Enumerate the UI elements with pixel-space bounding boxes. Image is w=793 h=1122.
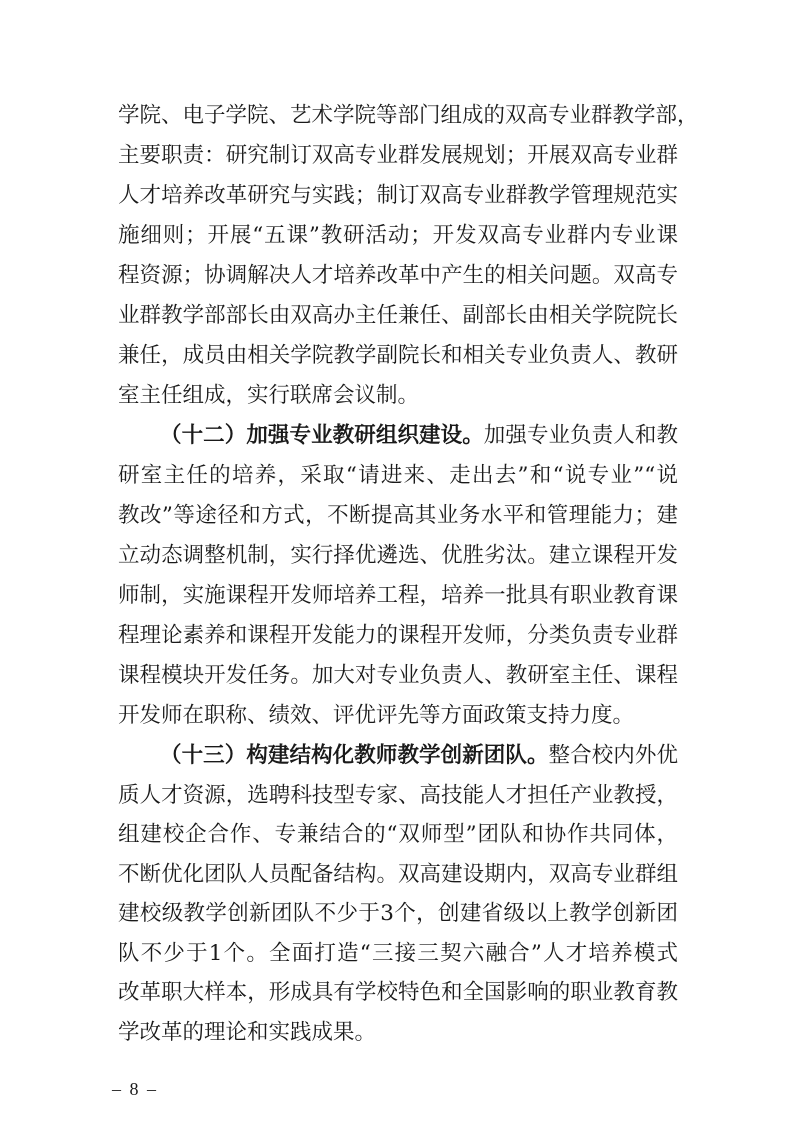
text-span: 加强专业负责人和教 — [483, 423, 678, 448]
paragraph-first-line — [160, 416, 678, 456]
text-line: 施细则；开展“五课”教研活动；开发双高专业群内专业课 — [118, 223, 678, 248]
section-heading-12: （十二）加强专业教研组织建设。 — [160, 423, 484, 448]
text-line: 主要职责：研究制订双高专业群发展规划；开展双高专业群 — [118, 143, 678, 168]
text-line: 室主任组成，实行联席会议制。 — [118, 383, 420, 408]
page-number: – 8 – — [112, 1079, 158, 1099]
text-span: 整合校内外优 — [548, 743, 678, 768]
section-heading-13: （十三）构建结构化教师教学创新团队。 — [160, 743, 549, 768]
text-line: 立动态调整机制，实行择优遴选、优胜劣汰。建立课程开发 — [118, 543, 678, 568]
text-line: 业群教学部部长由双高办主任兼任、副部长由相关学院院长 — [118, 303, 678, 328]
text-line: 学改革的理论和实践成果。 — [118, 1019, 377, 1045]
text-line: 师制，实施课程开发师培养工程，培养一批具有职业教育课 — [118, 583, 678, 608]
text-line: 人才培养改革研究与实践；制订双高专业群教学管理规范实 — [118, 183, 678, 208]
paragraph-first-line — [160, 736, 678, 776]
text-line: 开发师在职称、绩效、评优评先等方面政策支持力度。 — [118, 703, 635, 728]
text-line: 教改”等途径和方式，不断提高其业务水平和管理能力；建 — [118, 503, 678, 528]
text-line: 程理论素养和课程开发能力的课程开发师，分类负责专业群 — [118, 623, 678, 648]
text-line: 研室主任的培养，采取“请进来、走出去”和“说专业”“说 — [118, 463, 678, 488]
text-line: 建校级教学创新团队不少于3个，创建省级以上教学创新团 — [118, 901, 678, 926]
text-line: 不断优化团队人员配备结构。双高建设期内，双高专业群组 — [118, 861, 678, 887]
text-line: 兼任，成员由相关学院教学副院长和相关专业负责人、教研 — [118, 343, 678, 368]
text-line: 队不少于1个。全面打造“三接三契六融合”人才培养模式 — [118, 940, 678, 966]
text-line: 质人才资源，选聘科技型专家、高技能人才担任产业教授， — [118, 782, 678, 808]
text-line: 改革职大样本，形成具有学校特色和全国影响的职业教育教 — [118, 980, 678, 1005]
text-line: 课程模块开发任务。加大对专业负责人、教研室主任、课程 — [118, 663, 678, 688]
text-line: 程资源；协调解决人才培养改革中产生的相关问题。双高专 — [118, 263, 678, 288]
text-line: 学院、电子学院、艺术学院等部门组成的双高专业群教学部， — [118, 103, 699, 128]
text-line: 组建校企合作、专兼结合的“双师型”团队和协作共同体， — [118, 822, 678, 847]
